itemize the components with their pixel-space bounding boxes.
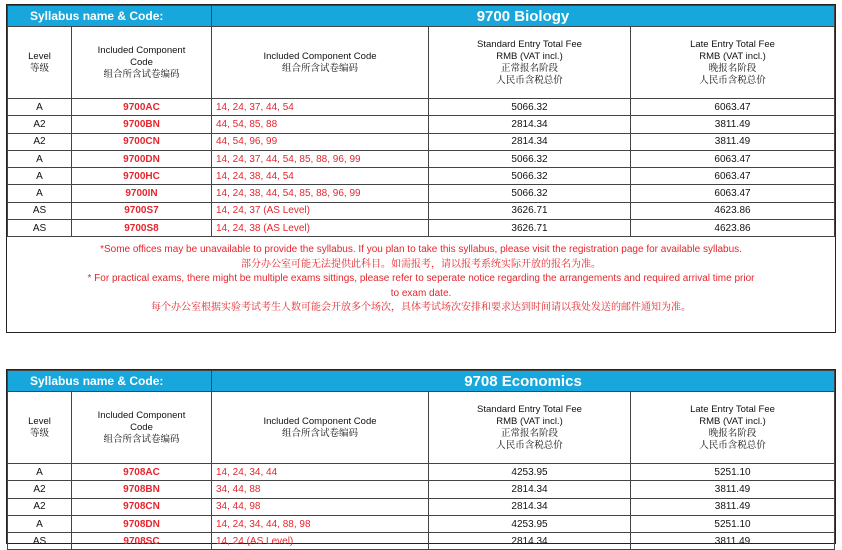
late-fee-cell: 3811.49 <box>631 116 835 133</box>
note-practical-en-cont: to exam date. <box>390 287 452 299</box>
code-cell: 9708SC <box>72 533 212 550</box>
syllabus-name-label: Syllabus name & Code: <box>8 371 212 392</box>
standard-fee-cell: 5066.32 <box>429 99 631 116</box>
components-cell: 14, 24, 38 (AS Level) <box>212 220 429 237</box>
standard-fee-cell: 5066.32 <box>429 185 631 202</box>
table-row <box>8 464 835 481</box>
column-header-row <box>8 27 835 99</box>
standard-fee-cell: 2814.34 <box>429 116 631 133</box>
components-cell: 14, 24, 34, 44 <box>212 464 429 481</box>
col-standard-fee: Standard Entry Total Fee RMB (VAT incl.) 正常报名阶段 人民币含税总价 <box>429 27 631 99</box>
late-fee-cell: 3811.49 <box>631 133 835 150</box>
level-cell: AS <box>8 202 72 219</box>
note-availability-en: *Some offices may be unavailable to provide the syllabus. If you plan to take this syllabus, please visit the registration page for available syllabus. <box>100 244 742 256</box>
late-fee-cell: 6063.47 <box>631 99 835 116</box>
components-cell: 14, 24, 37, 44, 54, 85, 88, 96, 99 <box>212 150 429 167</box>
components-cell: 14, 24, 34, 44, 88, 98 <box>212 515 429 532</box>
standard-fee-cell: 2814.34 <box>429 498 631 515</box>
code-cell: 9708AC <box>72 464 212 481</box>
components-cell: 14, 24, 38, 44, 54 <box>212 168 429 185</box>
table-row <box>8 99 835 116</box>
table-row <box>8 150 835 167</box>
note-availability-zh: 部分办公室可能无法提供此科目。如需报考，请以报考系统实际开放的报名为准。 <box>241 258 601 270</box>
col-standard-fee: Standard Entry Total Fee RMB (VAT incl.) 正常报名阶段 人民币含税总价 <box>429 392 631 464</box>
column-header-row <box>8 392 835 464</box>
code-cell: 9700IN <box>72 185 212 202</box>
col-included-component-code: Included Component Code 组合所含试卷编码 <box>72 27 212 99</box>
components-cell: 14, 24, 37 (AS Level) <box>212 202 429 219</box>
level-cell: A2 <box>8 481 72 498</box>
components-cell: 14, 24 (AS Level) <box>212 533 429 550</box>
col-level: Level 等级 <box>8 392 72 464</box>
code-cell: 9700CN <box>72 133 212 150</box>
components-cell: 44, 54, 96, 99 <box>212 133 429 150</box>
note-practical-zh: 每个办公室根据实验考试考生人数可能会开放多个场次，具体考试场次安排和要求达到时间请以我处发送的邮件通知为准。 <box>151 302 691 314</box>
code-cell: 9708DN <box>72 515 212 532</box>
level-cell: A <box>8 150 72 167</box>
late-fee-cell: 6063.47 <box>631 150 835 167</box>
late-fee-cell: 4623.86 <box>631 202 835 219</box>
table-row <box>8 515 835 532</box>
standard-fee-cell: 2814.34 <box>429 533 631 550</box>
standard-fee-cell: 5066.32 <box>429 150 631 167</box>
col-component-code: Included Component Code 组合所含试卷编码 <box>212 27 429 99</box>
late-fee-cell: 3811.49 <box>631 498 835 515</box>
late-fee-cell: 3811.49 <box>631 481 835 498</box>
table-row <box>8 533 835 550</box>
level-cell: A2 <box>8 116 72 133</box>
level-cell: A <box>8 168 72 185</box>
standard-fee-cell: 2814.34 <box>429 133 631 150</box>
table-header-row <box>8 371 835 392</box>
table-row <box>8 116 835 133</box>
code-cell: 9700S7 <box>72 202 212 219</box>
code-cell: 9700DN <box>72 150 212 167</box>
late-fee-cell: 6063.47 <box>631 168 835 185</box>
late-fee-cell: 4623.86 <box>631 220 835 237</box>
syllabus-name-label: Syllabus name & Code: <box>8 6 212 27</box>
code-cell: 9708BN <box>72 481 212 498</box>
table-header-row <box>8 6 835 27</box>
late-fee-cell: 5251.10 <box>631 515 835 532</box>
code-cell: 9700HC <box>72 168 212 185</box>
col-included-component-code: Included Component Code 组合所含试卷编码 <box>72 392 212 464</box>
code-cell: 9708CN <box>72 498 212 515</box>
standard-fee-cell: 3626.71 <box>429 220 631 237</box>
level-cell: AS <box>8 220 72 237</box>
standard-fee-cell: 4253.95 <box>429 515 631 532</box>
col-component-code: Included Component Code 组合所含试卷编码 <box>212 392 429 464</box>
components-cell: 14, 24, 37, 44, 54 <box>212 99 429 116</box>
standard-fee-cell: 2814.34 <box>429 481 631 498</box>
late-fee-cell: 6063.47 <box>631 185 835 202</box>
col-late-fee: Late Entry Total Fee RMB (VAT incl.) 晚报名阶段 人民币含税总价 <box>631 392 835 464</box>
col-late-fee: Late Entry Total Fee RMB (VAT incl.) 晚报名阶段 人民币含税总价 <box>631 27 835 99</box>
level-cell: A <box>8 185 72 202</box>
economics-fee-table <box>6 369 836 547</box>
standard-fee-cell: 3626.71 <box>429 202 631 219</box>
code-cell: 9700S8 <box>72 220 212 237</box>
late-fee-cell: 3811.49 <box>631 533 835 550</box>
table-row <box>8 168 835 185</box>
components-cell: 34, 44, 88 <box>212 481 429 498</box>
table-row <box>8 220 835 237</box>
components-cell: 44, 54, 85, 88 <box>212 116 429 133</box>
table-row <box>8 133 835 150</box>
late-fee-cell: 5251.10 <box>631 464 835 481</box>
level-cell: A2 <box>8 498 72 515</box>
syllabus-title: 9700 Biology <box>212 6 835 27</box>
components-cell: 14, 24, 38, 44, 54, 85, 88, 96, 99 <box>212 185 429 202</box>
code-cell: 9700BN <box>72 116 212 133</box>
biology-fee-table <box>6 4 836 333</box>
table-row <box>8 481 835 498</box>
components-cell: 34, 44, 98 <box>212 498 429 515</box>
table-row <box>8 185 835 202</box>
level-cell: A <box>8 515 72 532</box>
level-cell: A <box>8 99 72 116</box>
col-level: Level 等级 <box>8 27 72 99</box>
level-cell: AS <box>8 533 72 550</box>
table-row <box>8 498 835 515</box>
standard-fee-cell: 5066.32 <box>429 168 631 185</box>
table-row <box>8 202 835 219</box>
level-cell: A2 <box>8 133 72 150</box>
notes-section <box>7 237 835 316</box>
note-practical-en: * For practical exams, there might be multiple exams sittings, please refer to seperate notice regarding the arrangements and required arrival time prior <box>87 273 755 285</box>
code-cell: 9700AC <box>72 99 212 116</box>
level-cell: A <box>8 464 72 481</box>
syllabus-title: 9708 Economics <box>212 371 835 392</box>
standard-fee-cell: 4253.95 <box>429 464 631 481</box>
